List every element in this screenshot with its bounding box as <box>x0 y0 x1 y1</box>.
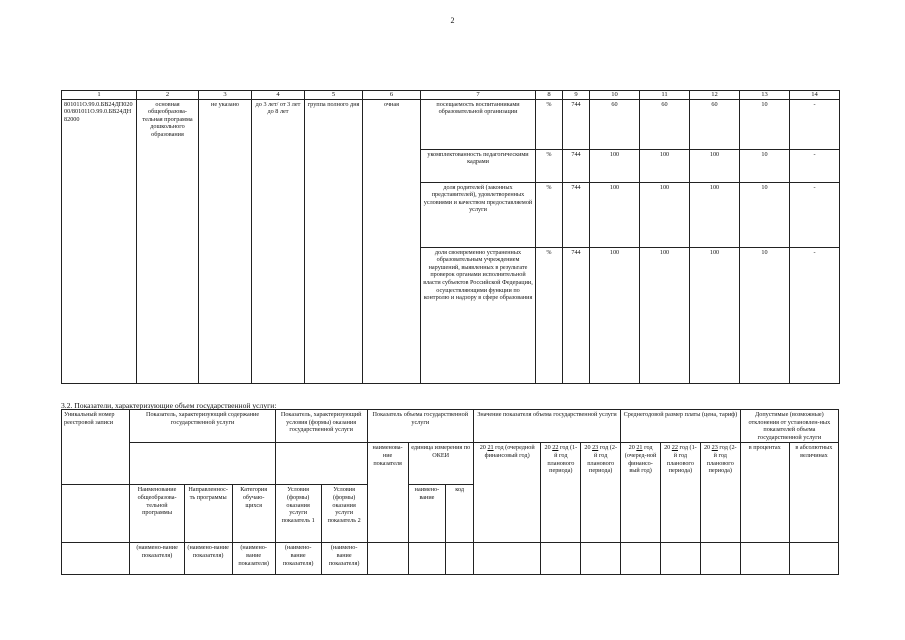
okei-code: 744 <box>563 182 590 247</box>
indicator-unit: % <box>536 247 563 383</box>
value-year-2: 100 <box>690 182 740 247</box>
okei-code: 744 <box>563 247 590 383</box>
deviation-percent: 10 <box>740 99 790 149</box>
quality-indicators-table <box>61 90 840 384</box>
column-numbers-row <box>62 91 840 100</box>
allowed-deviation-header: Допустимые (возможные) отклонения от установлен-ных показателей объема государственной услуги <box>740 410 838 443</box>
unit-name-header: наимено-вание <box>408 485 446 543</box>
name-hint: (наимено-вание показателя) <box>275 543 321 575</box>
deviation-absolute: - <box>790 247 840 383</box>
volume-year-1: 20 22 год (1-й год планового периода) <box>541 443 581 543</box>
header-row <box>62 410 839 443</box>
deviation-absolute-header: в абсолютных величинах <box>789 443 838 543</box>
value-year-1: 60 <box>640 99 690 149</box>
condition-1-header: Условия (формы) оказания услуги показатель 1 <box>275 485 321 543</box>
page-number: 2 <box>450 16 455 25</box>
value-year-1: 100 <box>640 182 690 247</box>
program-focus-header: Направленнос-ть программы <box>184 485 232 543</box>
volume-indicator-header: Показатель объема государственной услуги <box>367 410 473 443</box>
deviation-absolute: - <box>790 99 840 149</box>
value-year-0: 100 <box>590 149 640 182</box>
col-number: 1 <box>62 91 137 100</box>
okei-code: 744 <box>563 99 590 149</box>
col-number: 3 <box>199 91 252 100</box>
value-year-0: 100 <box>590 247 640 383</box>
col-number: 11 <box>640 91 690 100</box>
col-number: 2 <box>137 91 199 100</box>
name-hint: (наимено-вание показателя) <box>184 543 232 575</box>
value-year-2: 60 <box>690 99 740 149</box>
indicator-name: укомплектованность педагогическими кадрами <box>421 149 536 182</box>
col-number: 5 <box>305 91 363 100</box>
value-year-0: 100 <box>590 182 640 247</box>
header-row <box>62 543 839 575</box>
volume-values-header: Значение показателя объема государственной услуги <box>473 410 620 443</box>
col-number: 7 <box>421 91 536 100</box>
student-category-header: Категория обучаю-щихся <box>232 485 275 543</box>
average-price-header: Среднегодовой размер платы (цена, тариф) <box>621 410 741 443</box>
col-number: 10 <box>590 91 640 100</box>
deviation-absolute: - <box>790 149 840 182</box>
value-year-1: 100 <box>640 247 690 383</box>
col-number: 9 <box>563 91 590 100</box>
col-number: 8 <box>536 91 563 100</box>
unique-number-header: Уникальный номер реестровой записи <box>62 410 130 485</box>
deviation-absolute: - <box>790 182 840 247</box>
value-year-1: 100 <box>640 149 690 182</box>
condition-2-header: Условия (формы) оказания услуги показатель 2 <box>321 485 367 543</box>
price-year-1: 20 22 год (1-й год планового периода) <box>660 443 700 543</box>
content-header: Показатель, характеризующий содержание государственной услуги <box>130 410 275 443</box>
deviation-percent-header: в процентах <box>740 443 789 543</box>
indicator-name: посещаемость воспитанниками образовательной организации <box>421 99 536 149</box>
value-year-2: 100 <box>690 149 740 182</box>
program-name-header: Наименование общеобразова-тельной программы <box>130 485 184 543</box>
deviation-percent: 10 <box>740 247 790 383</box>
volume-year-2: 20 23 год (2-й год планового периода) <box>581 443 621 543</box>
program-name: основная общеобразова-тельная программа дошкольного образования <box>137 99 199 383</box>
indicator-name: доля своевременно устраненных образовательным учреждением нарушений, выявленных в результате проверок органами исполнительной власти субъектов Российской Федерации, осуществляющими функции по контролю и надзору в сфере образования <box>421 247 536 383</box>
okei-code: 744 <box>563 149 590 182</box>
volume-year-0: 20 21 год (очередной финансовый год) <box>473 443 540 543</box>
col-number: 12 <box>690 91 740 100</box>
deviation-percent: 10 <box>740 182 790 247</box>
col-number: 14 <box>790 91 840 100</box>
indicator-name-header: наименова-ние показателя <box>367 443 408 543</box>
header-row <box>62 443 839 485</box>
unit-header: единица измерения по ОКЕИ <box>408 443 473 485</box>
name-hint: (наимено-вание показателя) <box>130 543 184 575</box>
indicator-unit: % <box>536 149 563 182</box>
deviation-percent: 10 <box>740 149 790 182</box>
program-focus: не указано <box>199 99 252 383</box>
value-year-0: 60 <box>590 99 640 149</box>
indicator-name: доля родителей (законных представителей), удовлетворенных условиями и качеством предоставляемой услуги <box>421 182 536 247</box>
group-mode: группа полного дня <box>305 99 363 383</box>
conditions-header: Показатель, характеризующий условия (формы) оказания государственной услуги <box>275 410 367 443</box>
value-year-2: 100 <box>690 247 740 383</box>
col-number: 13 <box>740 91 790 100</box>
col-number: 6 <box>363 91 421 100</box>
name-hint: (наимено-вание показателя) <box>232 543 275 575</box>
price-year-0: 20 21 год (очеред-ной финансо-вый год) <box>621 443 661 543</box>
table-row <box>62 99 840 149</box>
unit-code-header: код <box>446 485 474 543</box>
name-hint: (наимено-вание показателя) <box>321 543 367 575</box>
registry-code: 801011О.99.0.БВ24ДП02000/801011О.99.0.БВ24ДН82000 <box>62 99 137 383</box>
student-age: до 3 лет/ от 3 лет до 8 лет <box>252 99 305 383</box>
price-year-2: 20 23 год (2-й год планового периода) <box>700 443 740 543</box>
col-number: 4 <box>252 91 305 100</box>
volume-indicators-table <box>61 409 839 575</box>
indicator-unit: % <box>536 99 563 149</box>
study-form: очная <box>363 99 421 383</box>
indicator-unit: % <box>536 182 563 247</box>
section-title: 3.2. Показатели, характеризующие объем государственной услуги: <box>61 401 277 410</box>
